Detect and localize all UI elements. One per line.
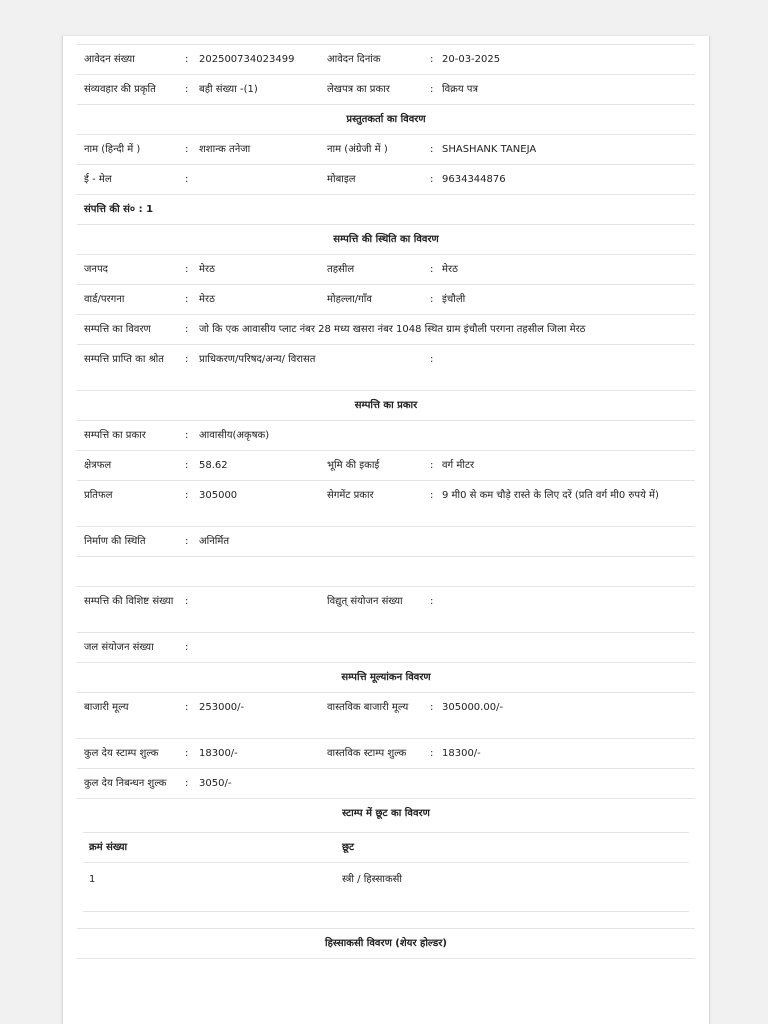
unique-number-value [199,587,327,632]
construction-row: निर्माण की स्थिति : अनिर्मित [77,526,695,556]
total-stamp-duty-value: 18300/- [199,748,238,759]
name-hindi-value: शशान्क तनेजा [199,144,251,155]
locality-label: मोहल्ला/गाँव [327,294,372,305]
ward-label: वार्ड/परगना [84,294,125,305]
consideration-value: 305000 [199,490,238,501]
table-header [83,832,689,863]
actual-stamp-duty-label: वास्तविक स्टाम्प शुल्क [327,748,407,759]
water-connection-row: जल संयोजन संख्या : [77,632,695,662]
property-source-row: सम्पत्ति प्राप्ति का श्रोत : प्राधिकरण/परिषद/अन्य/ विरासत : [77,344,695,390]
presenter-heading: प्रस्तुतकर्ता का विवरण [77,104,695,134]
presenter-contact-row: ई - मेल : मोबाइल : 9634344876 [77,164,695,194]
property-count-row [77,194,695,224]
registration-fee-value: 3050/- [199,778,232,789]
presenter-name-row: नाम (हिन्दी में ) : शशान्क तनेजा नाम (अंग्रेजी में ) : SHASHANK TANEJA [77,134,695,164]
area-value: 58.62 [199,460,228,471]
unique-number-label: सम्पत्ति की विशिष्ट संख्या [84,596,174,607]
area-row: क्षेत्रफल : 58.62 भूमि की इकाई : वर्ग मीटर [77,450,695,480]
property-type-heading: सम्पत्ति का प्रकार [77,390,695,420]
transaction-row: संव्यवहार की प्रकृति : बही संख्या -(1) लेखपत्र का प्रकार : विक्रय पत्र [77,74,695,104]
land-unit-value: वर्ग मीटर [442,460,475,471]
total-stamp-duty-label: कुल देय स्टाम्प शुल्क [84,748,159,759]
tehsil-label: तहसील [327,264,355,275]
mobile-label: मोबाइल [327,174,356,185]
water-connection-label: जल संयोजन संख्या [84,642,154,653]
stamp-exemption-heading: स्टाम्प में छूट का विवरण [77,798,695,828]
tehsil-value: मेरठ [442,264,458,275]
email-label: ई - मेल [84,174,112,185]
table-row [83,863,689,912]
property-description-row: सम्पत्ति का विवरण : जो कि एक आवासीय प्लाट नंबर 28 मध्य खसरा नंबर 1048 स्थित ग्राम इंचौली परगना तहसील जिला मेरठ [77,314,695,344]
actual-stamp-duty-value: 18300/- [442,748,481,759]
property-description-label: सम्पत्ति का विवरण [84,324,151,335]
unique-number-row: सम्पत्ति की विशिष्ट संख्या : विद्युत् संयोजन संख्या : [77,586,695,632]
ward-row: वार्ड/परगना : मेरठ मोहल्ला/गाँव : इंचौली [77,284,695,314]
deed-type-label: लेखपत्र का प्रकार [327,84,390,95]
construction-status-label: निर्माण की स्थिति [84,536,146,547]
mobile-value: 9634344876 [442,174,506,185]
stamp-exemption-table [83,832,689,912]
shareholder-heading: हिस्साकसी विवरण (शेयर होल्डर) [77,928,695,959]
segment-type-value: 9 मी0 से कम चौड़े रास्ते के लिए दरें (प्रति वर्ग मी0 रुपये में) [442,490,659,501]
area-label: क्षेत्रफल [84,460,112,471]
segment-type-label: सेगमेंट प्रकार [327,490,374,501]
registration-details [77,44,695,959]
application-date-label: आवेदन दिनांक [327,54,381,65]
serial-cell: 1 [89,874,96,885]
electric-connection-value [442,587,692,632]
name-english-value: SHASHANK TANEJA [442,144,537,155]
registration-fee-label: कुल देय निबन्धन शुल्क [84,778,167,789]
application-number-label: आवेदन संख्या [84,54,135,65]
district-row: जनपद : मेरठ तहसील : मेरठ [77,254,695,284]
email-value [199,165,327,194]
construction-status-value: अनिर्मित [199,536,230,547]
market-value: 253000/- [199,702,245,713]
application-number-value: 202500734023499 [199,54,295,65]
name-hindi-label: नाम (हिन्दी में ) [84,144,141,155]
actual-market-value: 305000.00/- [442,702,504,713]
property-source-label: सम्पत्ति प्राप्ति का श्रोत [84,354,164,365]
market-value-row: बाजारी मूल्य : 253000/- वास्तविक बाजारी मूल्य : 305000.00/- [77,692,695,738]
deed-type-value: विक्रय पत्र [442,84,479,95]
property-type-label: सम्पत्ति का प्रकार [84,430,146,441]
property-type-value: आवासीय(अकृषक) [199,430,270,441]
empty-row [77,556,695,586]
exemption-column-header: छूट [342,842,355,853]
application-date-value: 20-03-2025 [442,54,501,65]
water-connection-value [199,633,327,662]
land-unit-label: भूमि की इकाई [327,460,380,471]
actual-market-value-label: वास्तविक बाजारी मूल्य [327,702,409,713]
name-english-label: नाम (अंग्रेजी में ) [327,144,388,155]
application-row: आवेदन संख्या : 202500734023499 आवेदन दिनांक : 20-03-2025 [77,44,695,74]
ward-value: मेरठ [199,294,215,305]
property-count: संपत्ति की सं० : 1 [84,204,154,215]
consideration-row: प्रतिफल : 305000 सेगमेंट प्रकार : 9 मी0 से कम चौड़े रास्ते के लिए दरें (प्रति वर्ग मी0 रुपये में) [77,480,695,526]
district-label: जनपद [84,264,108,275]
property-source-extra-value [442,345,692,390]
property-location-heading: सम्पत्ति की स्थिति का विवरण [77,224,695,254]
electric-connection-label: विद्युत् संयोजन संख्या [327,596,403,607]
registration-fee-row: कुल देय निबन्धन शुल्क : 3050/- [77,768,695,798]
property-description-value: जो कि एक आवासीय प्लाट नंबर 28 मध्य खसरा नंबर 1048 स्थित ग्राम इंचौली परगना तहसील जिला मेरठ [199,324,586,335]
stamp-duty-row: कुल देय स्टाम्प शुल्क : 18300/- वास्तविक स्टाम्प शुल्क : 18300/- [77,738,695,768]
serial-column-header: क्रमं संख्या [89,842,128,853]
exemption-cell: स्त्री / हिस्साकसी [342,874,402,885]
district-value: मेरठ [199,264,215,275]
transaction-label: संव्यवहार की प्रकृति [84,84,156,95]
market-value-label: बाजारी मूल्य [84,702,129,713]
valuation-heading: सम्पत्ति मूल्यांकन विवरण [77,662,695,692]
property-source-value: प्राधिकरण/परिषद/अन्य/ विरासत [199,354,316,365]
locality-value: इंचौली [442,294,466,305]
property-type-row: सम्पत्ति का प्रकार : आवासीय(अकृषक) [77,420,695,450]
document-page [62,36,710,1024]
consideration-label: प्रतिफल [84,490,113,501]
transaction-value: बही संख्या -(1) [199,84,258,95]
